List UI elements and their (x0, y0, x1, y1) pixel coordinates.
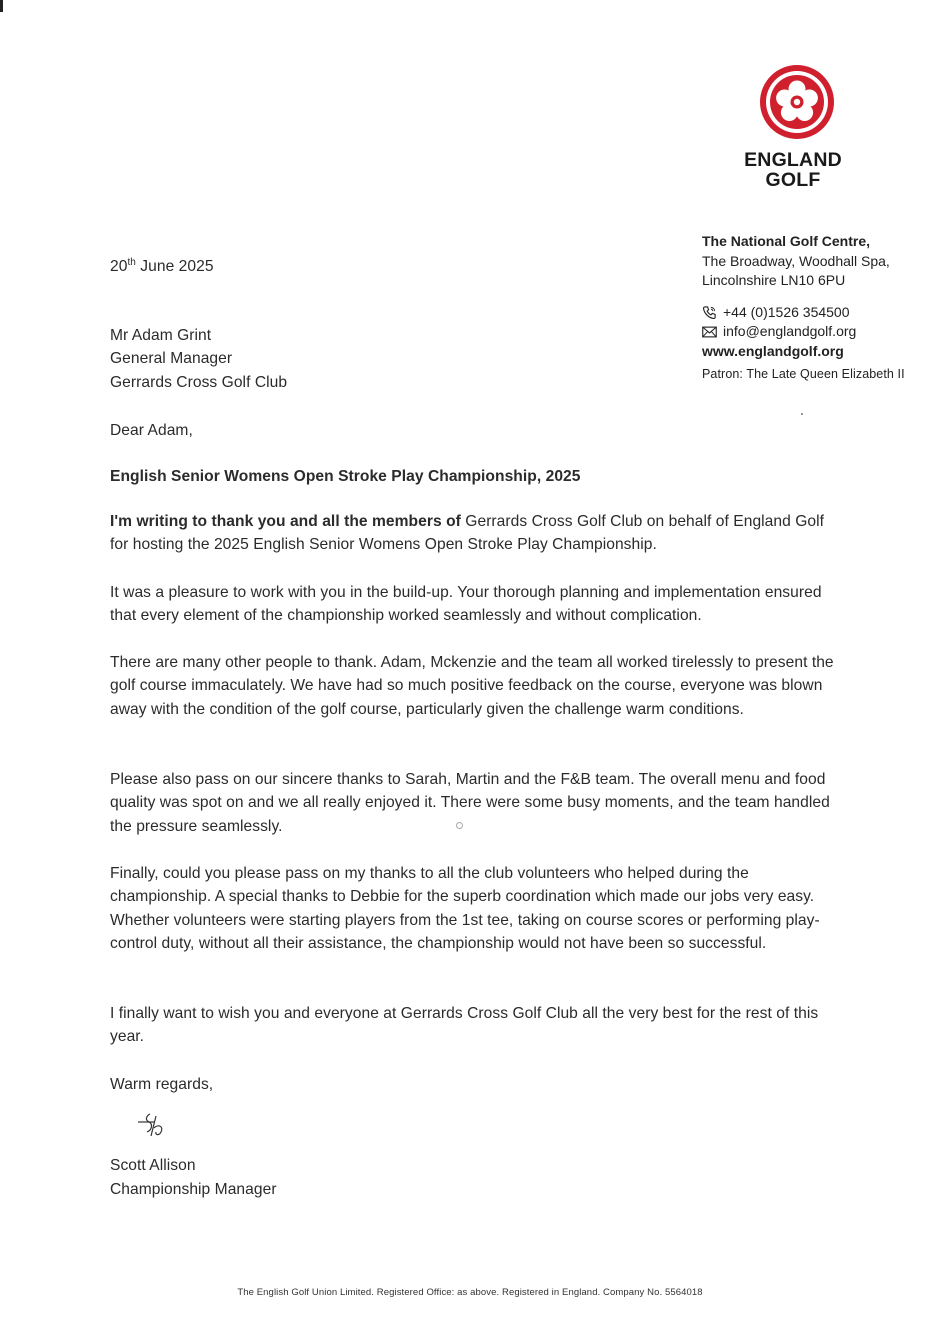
sender-email-row (702, 322, 932, 342)
brand-line-1: ENGLAND (744, 149, 842, 171)
letter-subject: English Senior Womens Open Stroke Play Championship, 2025 (110, 468, 581, 485)
letter-date (110, 255, 214, 278)
sender-address-block (702, 232, 932, 385)
envelope-icon (702, 326, 717, 338)
paragraph-3: There are many other people to thank. Adam, Mckenzie and the team all worked tirelessly to present the golf course immaculately. We have had so much positive feedback on the course, everyone was blown away with the condition of the golf course, particularly given the challenge warm conditions. (110, 654, 834, 718)
recipient-name: Mr Adam Grint (110, 327, 212, 344)
paragraph-6: I finally want to wish you and everyone at Gerrards Cross Golf Club all the very best for the rest of this year. (110, 1005, 819, 1046)
sender-email[interactable]: info@englandgolf.org (723, 323, 857, 339)
sender-org: The National Golf Centre, (702, 233, 871, 249)
closing: Warm regards, (110, 1076, 214, 1093)
sender-website[interactable]: www.englandgolf.org (702, 342, 844, 359)
paragraph-2: It was a pleasure to work with you in the build-up. Your thorough planning and implementation ensured that every element of the championship worked seamlessly and without complication. (110, 584, 822, 625)
signer-name: Scott Allison (110, 1157, 196, 1174)
salutation: Dear Adam, (110, 422, 193, 439)
date-suffix: th (127, 257, 136, 268)
sender-patron: Patron: The Late Queen Elizabeth II (702, 367, 905, 381)
recipient-block (110, 324, 287, 394)
date-day: 20 (110, 258, 128, 275)
recipient-title: General Manager (110, 350, 233, 368)
phone-icon (702, 305, 717, 320)
handwritten-signature (134, 1110, 174, 1140)
brand-wordmark (738, 150, 848, 190)
paragraph-1-lead: I'm writing to thank you and all the members of (110, 513, 461, 530)
scan-speck (456, 822, 463, 829)
sender-phone: +44 (0)1526 354500 (723, 303, 850, 320)
scan-edge-mark (0, 0, 3, 12)
sender-address-line-2: Lincolnshire LN10 6PU (702, 272, 846, 288)
date-rest: June 2025 (135, 258, 214, 275)
recipient-club: Gerrards Cross Golf Club (110, 373, 288, 391)
footer-registration: The English Golf Union Limited. Registered Office: as above. Registered in England. Company No. 5564018 (237, 1287, 703, 1298)
sender-phone-row (702, 303, 932, 323)
paragraph-1-rest: Gerrards Cross Golf Club on behalf of England Golf for hosting the 2025 English Senior Womens Open Stroke Play Championship. (110, 513, 825, 554)
paragraph-5: Finally, could you please pass on my thanks to all the club volunteers who helped during the championship. A special thanks to Debbie for the superb coordination which made our jobs very easy. Whether volunteers were starting players from the 1st tee, taking on course scores or performing play-control duty, without all their assistance, the championship would not have been so successful. (110, 865, 820, 953)
scan-speck (801, 413, 803, 415)
paragraph-1 (110, 510, 840, 557)
sender-address-line-1: The Broadway, Woodhall Spa, (702, 252, 890, 269)
signer-title: Championship Manager (110, 1181, 277, 1198)
tudor-rose-icon (757, 62, 837, 142)
brand-line-2: GOLF (765, 169, 821, 191)
paragraph-4: Please also pass on our sincere thanks to Sarah, Martin and the F&B team. The overall menu and food quality was spot on and we all really enjoyed it. There were some busy moments, and the team handled the pressure seamlessly. (110, 771, 830, 835)
